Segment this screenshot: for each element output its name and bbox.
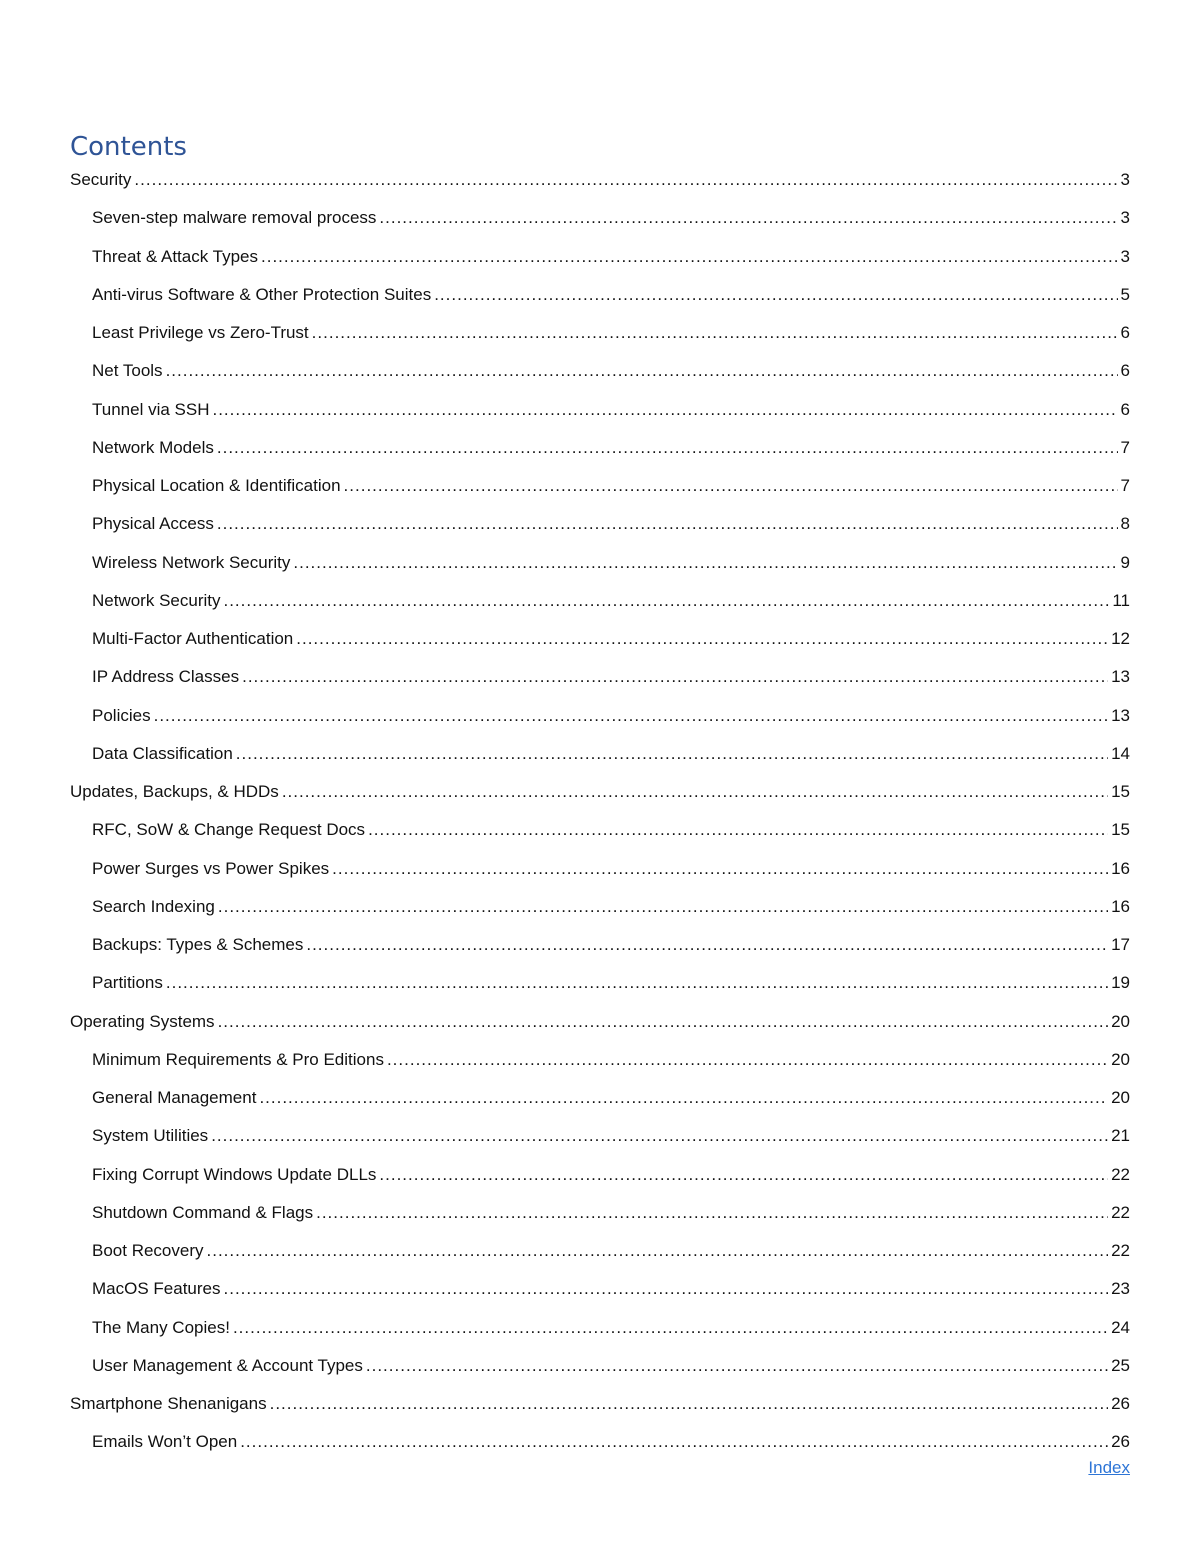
- document-page: [70, 128, 1130, 1467]
- toc-dot-leader: [316, 1201, 1108, 1225]
- toc-dot-leader: [379, 206, 1117, 230]
- toc-entry-page-number: 6: [1120, 323, 1130, 342]
- toc-entry-page-number: 6: [1120, 399, 1130, 419]
- index-link[interactable]: Index: [1088, 1458, 1130, 1477]
- toc-entry-page-number: 6: [1120, 361, 1130, 381]
- toc-entry-title: MacOS Features: [92, 1279, 221, 1299]
- toc-entry-title: Data Classification: [92, 743, 233, 763]
- toc-subsection-entry[interactable]: [70, 549, 1130, 587]
- toc-dot-leader: [233, 1316, 1108, 1340]
- toc-entry-title: Threat & Attack Types: [92, 246, 258, 266]
- toc-dot-leader: [293, 551, 1117, 575]
- toc-dot-leader: [134, 168, 1117, 192]
- toc-subsection-entry[interactable]: [70, 1199, 1130, 1237]
- toc-entry-page-number: 14: [1111, 743, 1130, 763]
- toc-subsection-entry[interactable]: [70, 510, 1130, 548]
- toc-entry-title: Search Indexing: [92, 896, 215, 916]
- toc-entry-title: Least Privilege vs Zero-Trust: [92, 323, 309, 342]
- toc-subsection-entry[interactable]: [70, 281, 1130, 319]
- toc-entry-title: Wireless Network Security: [92, 552, 291, 572]
- toc-entry-title: Network Security: [92, 590, 221, 610]
- toc-subsection-entry[interactable]: [70, 855, 1130, 893]
- toc-entry-title: Tunnel via SSH: [92, 399, 210, 419]
- toc-subsection-entry[interactable]: [70, 931, 1130, 969]
- toc-entry-title: Updates, Backups, & HDDs: [70, 782, 279, 801]
- toc-entry-page-number: 25: [1111, 1355, 1130, 1375]
- toc-subsection-entry[interactable]: [70, 816, 1130, 854]
- toc-entry-title: Operating Systems: [70, 1011, 215, 1031]
- toc-entry-title: Boot Recovery: [92, 1241, 204, 1260]
- toc-entry-page-number: 5: [1120, 284, 1130, 304]
- toc-dot-leader: [344, 474, 1118, 498]
- toc-entry-title: Policies: [92, 705, 151, 725]
- toc-entry-title: Smartphone Shenanigans: [70, 1394, 267, 1413]
- toc-entry-title: Physical Location & Identification: [92, 476, 341, 495]
- toc-entry-page-number: 16: [1111, 858, 1130, 878]
- toc-subsection-entry[interactable]: [70, 702, 1130, 740]
- toc-dot-leader: [166, 971, 1108, 995]
- toc-subsection-entry[interactable]: [70, 1122, 1130, 1160]
- toc-dot-leader: [211, 1124, 1108, 1148]
- toc-dot-leader: [259, 1086, 1108, 1110]
- toc-entry-page-number: 22: [1111, 1241, 1130, 1260]
- toc-subsection-entry[interactable]: [70, 587, 1130, 625]
- toc-section-entry[interactable]: [70, 1008, 1130, 1046]
- toc-dot-leader: [217, 436, 1118, 460]
- toc-dot-leader: [306, 933, 1108, 957]
- toc-dot-leader: [434, 283, 1117, 307]
- toc-dot-leader: [218, 895, 1108, 919]
- toc-entry-title: Fixing Corrupt Windows Update DLLs: [92, 1164, 377, 1184]
- toc-entry-title: User Management & Account Types: [92, 1355, 363, 1375]
- toc-entry-page-number: 21: [1111, 1126, 1130, 1146]
- toc-entry-title: Net Tools: [92, 361, 163, 381]
- toc-entry-title: IP Address Classes: [92, 667, 240, 687]
- toc-subsection-entry[interactable]: [70, 625, 1130, 663]
- toc-entry-page-number: 16: [1111, 896, 1130, 916]
- toc-subsection-entry[interactable]: [70, 1084, 1130, 1122]
- toc-dot-leader: [242, 665, 1108, 689]
- toc-dot-leader: [296, 627, 1108, 651]
- toc-section-entry[interactable]: [70, 166, 1130, 204]
- toc-dot-leader: [261, 245, 1118, 269]
- toc-entry-page-number: 26: [1111, 1432, 1130, 1452]
- toc-entry-page-number: 13: [1111, 667, 1130, 687]
- toc-entry-page-number: 3: [1120, 170, 1130, 189]
- toc-entry-page-number: 3: [1120, 246, 1130, 266]
- toc-section-entry[interactable]: [70, 778, 1130, 816]
- toc-entry-page-number: 3: [1120, 208, 1130, 228]
- toc-entry-title: System Utilities: [92, 1126, 209, 1146]
- toc-entry-page-number: 13: [1111, 705, 1130, 725]
- toc-entry-title: Physical Access: [92, 514, 214, 534]
- toc-dot-leader: [154, 704, 1108, 728]
- toc-subsection-entry[interactable]: [70, 969, 1130, 1007]
- toc-dot-leader: [224, 1277, 1109, 1301]
- toc-entry-title: Multi-Factor Authentication: [92, 629, 294, 648]
- toc-entry-title: Backups: Types & Schemes: [92, 935, 304, 954]
- toc-entry-title: Security: [70, 170, 132, 189]
- toc-subsection-entry[interactable]: [70, 1161, 1130, 1199]
- toc-entry-page-number: 11: [1112, 590, 1130, 610]
- toc-entry-page-number: 12: [1111, 629, 1130, 648]
- toc-entry-title: RFC, SoW & Change Request Docs: [92, 820, 366, 840]
- toc-subsection-entry[interactable]: [70, 663, 1130, 701]
- toc-section-entry[interactable]: [70, 1390, 1130, 1428]
- toc-entry-page-number: 7: [1120, 476, 1130, 495]
- toc-dot-leader: [207, 1239, 1109, 1263]
- toc-entry-title: Minimum Requirements & Pro Editions: [92, 1049, 384, 1069]
- toc-subsection-entry[interactable]: [70, 204, 1130, 242]
- toc-entry-page-number: 8: [1120, 514, 1130, 534]
- toc-subsection-entry[interactable]: [70, 1314, 1130, 1352]
- toc-dot-leader: [217, 512, 1118, 536]
- toc-entry-page-number: 20: [1111, 1088, 1130, 1107]
- toc-subsection-entry[interactable]: [70, 396, 1130, 434]
- toc-subsection-entry[interactable]: [70, 1428, 1130, 1466]
- toc-entry-title: Network Models: [92, 437, 214, 457]
- toc-list: [70, 166, 1130, 1467]
- toc-subsection-entry[interactable]: [70, 243, 1130, 281]
- toc-dot-leader: [270, 1392, 1108, 1416]
- toc-dot-leader: [282, 780, 1108, 804]
- toc-dot-leader: [368, 818, 1108, 842]
- toc-entry-title: Shutdown Command & Flags: [92, 1202, 314, 1222]
- toc-entry-title: Seven-step malware removal process: [92, 208, 377, 228]
- toc-entry-title: General Management: [92, 1088, 257, 1107]
- toc-subsection-entry[interactable]: [70, 472, 1130, 510]
- toc-entry-page-number: 26: [1111, 1394, 1130, 1413]
- toc-dot-leader: [212, 398, 1117, 422]
- toc-entry-page-number: 7: [1120, 437, 1130, 457]
- toc-dot-leader: [387, 1048, 1108, 1072]
- toc-dot-leader: [366, 1354, 1108, 1378]
- toc-dot-leader: [379, 1163, 1108, 1187]
- toc-entry-page-number: 24: [1111, 1317, 1130, 1337]
- toc-subsection-entry[interactable]: [70, 893, 1130, 931]
- toc-entry-title: The Many Copies!: [92, 1317, 230, 1337]
- toc-entry-page-number: 17: [1111, 935, 1130, 954]
- toc-entry-title: Power Surges vs Power Spikes: [92, 858, 330, 878]
- toc-subsection-entry[interactable]: [70, 319, 1130, 357]
- toc-entry-page-number: 15: [1111, 782, 1130, 801]
- toc-entry-page-number: 22: [1111, 1164, 1130, 1184]
- toc-subsection-entry[interactable]: [70, 1352, 1130, 1390]
- toc-dot-leader: [240, 1430, 1108, 1454]
- toc-dot-leader: [218, 1010, 1109, 1034]
- toc-entry-title: Emails Won’t Open: [92, 1432, 238, 1452]
- toc-subsection-entry[interactable]: [70, 434, 1130, 472]
- toc-heading: Contents: [70, 132, 187, 162]
- toc-subsection-entry[interactable]: [70, 1046, 1130, 1084]
- toc-dot-leader: [236, 742, 1108, 766]
- toc-entry-page-number: 23: [1111, 1279, 1130, 1299]
- toc-entry-page-number: 20: [1111, 1049, 1130, 1069]
- toc-entry-page-number: 15: [1111, 820, 1130, 840]
- toc-entry-page-number: 19: [1111, 973, 1130, 993]
- toc-entry-page-number: 20: [1111, 1011, 1130, 1031]
- toc-dot-leader: [312, 321, 1118, 345]
- toc-dot-leader: [223, 589, 1109, 613]
- toc-entry-title: Anti-virus Software & Other Protection Suites: [92, 284, 432, 304]
- toc-subsection-entry[interactable]: [70, 1237, 1130, 1275]
- toc-dot-leader: [332, 857, 1108, 881]
- toc-subsection-entry[interactable]: [70, 357, 1130, 395]
- toc-subsection-entry[interactable]: [70, 740, 1130, 778]
- toc-dot-leader: [166, 359, 1118, 383]
- toc-entry-page-number: 9: [1120, 552, 1130, 572]
- toc-entry-title: Partitions: [92, 973, 163, 993]
- toc-entry-page-number: 22: [1111, 1202, 1130, 1222]
- toc-subsection-entry[interactable]: [70, 1275, 1130, 1313]
